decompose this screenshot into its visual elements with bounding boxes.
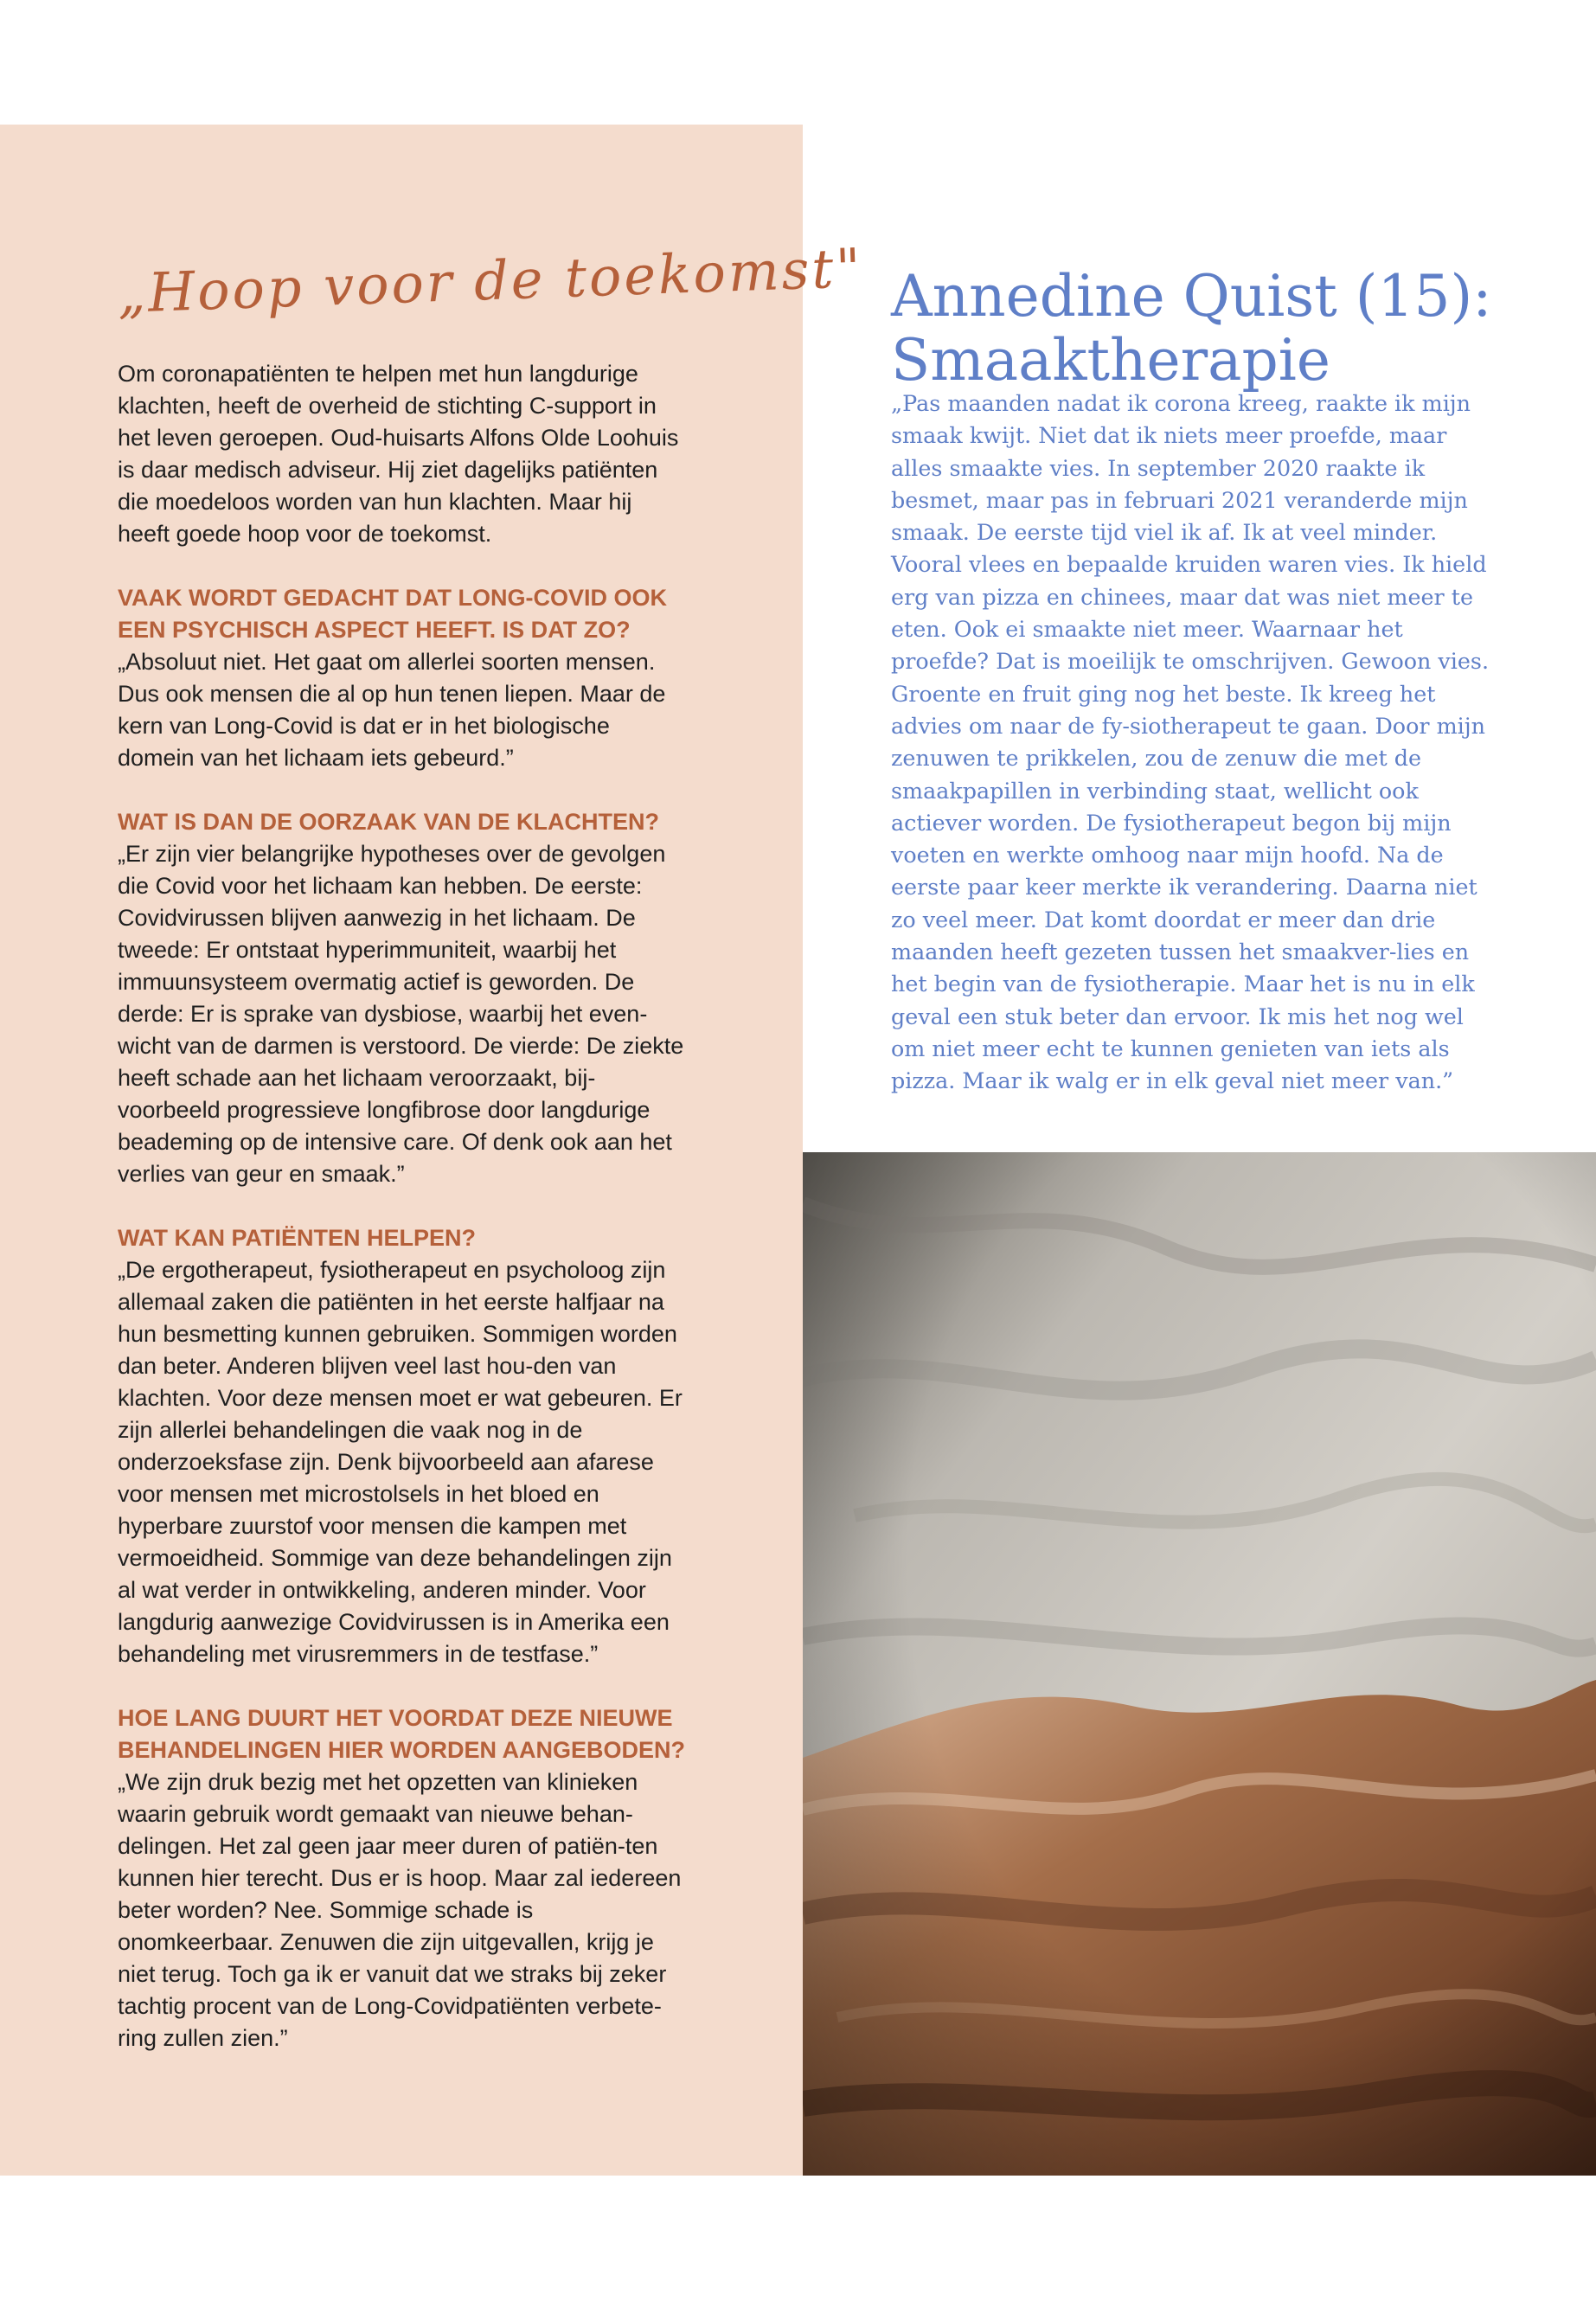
- interview-column: [118, 358, 689, 2086]
- question-heading: HOE LANG DUURT HET VOORDAT DEZE NIEUWE BEHANDELINGEN HIER WORDEN AANGEBODEN?: [118, 1705, 686, 1763]
- answer-paragraph: „Er zijn vier belangrijke hypotheses over de gevolgen die Covid voor het lichaam kan hebben. De eerste: Covidvirussen blijven aanwezig in het lichaam. De tweede: Er ontstaat hyperimmuniteit, waarbij het immuunsysteem overmatig actief is geworden. De derde: Er is sprake van dysbiose, waarbij het even-wicht van de darmen is verstoord. De vierde: De ziekte heeft schade aan het lichaam veroorzaakt, bij-voorbeeld progressieve longfibrose door langdurige beademing op de intensive care. Of denk ook aan het verlies van geur en smaak.”: [118, 841, 684, 1187]
- bedsheet-photo: [803, 1152, 1596, 2176]
- bedsheet-image: [803, 1152, 1596, 2176]
- answer-paragraph: „De ergotherapeut, fysiotherapeut en psycholoog zijn allemaal zaken die patiënten in het eerste halfjaar na hun besmetting kunnen gebruiken. Sommigen worden dan beter. Anderen blijven veel last hou-den van klachten. Voor deze mensen moet er wat gebeuren. Er zijn allerlei behandelingen die vaak nog in de onderzoeksfase zijn. Denk bijvoorbeeld aan afarese voor mensen met microstolsels in het bloed en hyperbare zuurstof voor mensen die kampen met vermoeidheid. Sommige van deze behandelingen zijn al wat verder in ontwikkeling, anderen minder. Voor langdurig aanwezige Covidvirussen is in Amerika een behandeling met virusremmers in de testfase.”: [118, 1257, 683, 1667]
- article-title: „Hoop voor de toekomst": [116, 235, 864, 325]
- answer-paragraph: „We zijn druk bezig met het opzetten van klinieken waarin gebruik wordt gemaakt van nieuwe behan-delingen. Het zal geen jaar meer duren of patiën-ten kunnen hier terecht. Dus er is hoop. Maar zal iedereen beter worden? Nee. Sommige schade is onomkeerbaar. Zenuwen die zijn uitgevallen, krijg je niet terug. Toch ga ik er vanuit dat we straks bij zeker tachtig procent van de Long-Covidpatiënten verbete-ring zullen zien.”: [118, 1769, 682, 2051]
- sidebar-title: Annedine Quist (15): Smaaktherapie: [891, 263, 1492, 394]
- answer-paragraph: „Absoluut niet. Het gaat om allerlei soorten mensen. Dus ook mensen die al op hun tenen liepen. Maar de kern van Long-Covid is dat er in het biologische domein van het lichaam iets gebeurd.”: [118, 649, 666, 771]
- intro-paragraph: Om coronapatiënten te helpen met hun langdurige klachten, heeft de overheid de stichting C-support in het leven geroepen. Oud-huisarts Alfons Olde Loohuis is daar medisch adviseur. Hij ziet dagelijks patiënten die moedeloos worden van hun klachten. Maar hij heeft goede hoop voor de toekomst.: [118, 361, 679, 547]
- question-heading: WAT IS DAN DE OORZAAK VAN DE KLACHTEN?: [118, 809, 659, 835]
- question-heading: WAT KAN PATIËNTEN HELPEN?: [118, 1225, 476, 1251]
- sidebar-quote: „Pas maanden nadat ik corona kreeg, raakte ik mijn smaak kwijt. Niet dat ik niets meer proefde, maar alles smaakte vies. In september 2020 raakte ik besmet, maar pas in februari 2021 veranderde mijn smaak. De eerste tijd viel ik af. Ik at veel minder. Vooral vlees en bepaalde kruiden waren vies. Ik hield erg van pizza en chinees, maar dat was niet meer te eten. Ook ei smaakte niet meer. Waarnaar het proefde? Dat is moeilijk te omschrijven. Gewoon vies. Groente en fruit ging nog het beste. Ik kreeg het advies om naar de fy-siotherapeut te gaan. Door mijn zenuwen te prikkelen, zou de zenuw die met de smaakpapillen in verbinding staat, wellicht ook actiever worden. De fysiotherapeut begon bij mijn voeten en werkte omhoog naar mijn hoofd. Na de eerste paar keer merkte ik verandering. Daarna niet zo veel meer. Dat komt doordat er meer dan drie maanden heeft gezeten tussen het smaakver-lies en het begin van de fysiotherapie. Maar het is nu in elk geval een stuk beter dan ervoor. Ik mis het nog wel om niet meer echt te kunnen genieten van iets als pizza. Maar ik walg er in elk geval niet meer van.”: [891, 390, 1490, 1094]
- question-heading: VAAK WORDT GEDACHT DAT LONG-COVID OOK EEN PSYCHISCH ASPECT HEEFT. IS DAT ZO?: [118, 585, 667, 643]
